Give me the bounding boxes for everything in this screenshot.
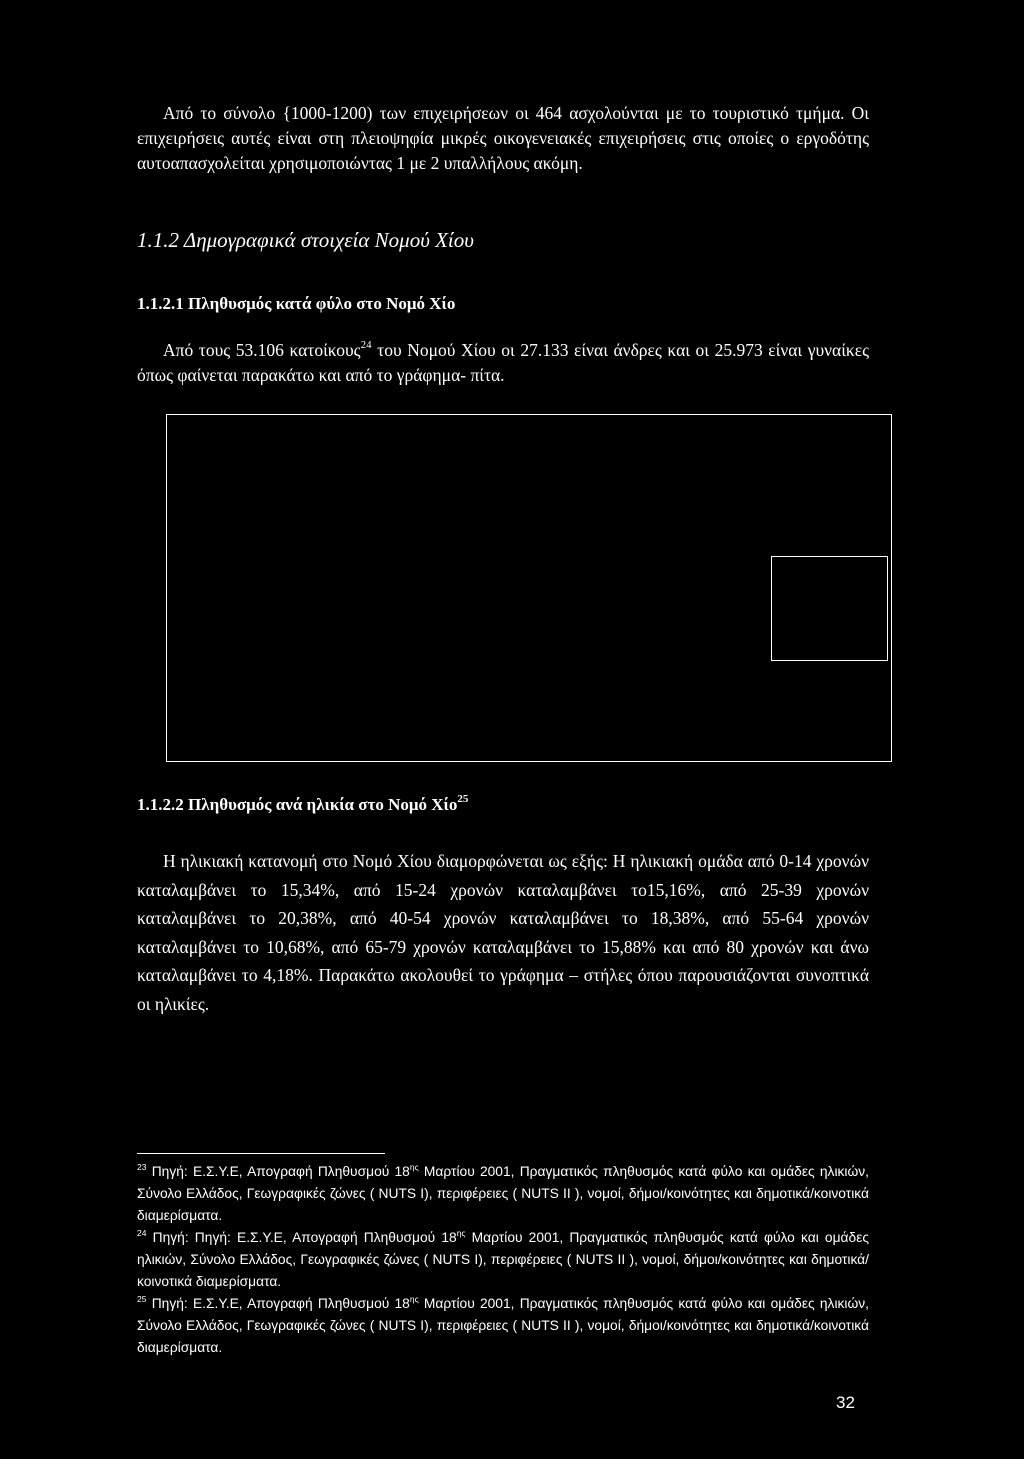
footnote-separator — [137, 1153, 385, 1154]
footnote-number: 24 — [137, 1228, 147, 1238]
section-heading: 1.1.2 Δημογραφικά στοιχεία Νομού Χίου — [137, 228, 474, 252]
footnote-ref-24: 24 — [360, 339, 372, 351]
subsection-heading-gender: 1.1.2.1 Πληθυσμός κατά φύλο στο Νομό Χίο — [137, 294, 456, 313]
footnote-25 — [137, 1293, 869, 1359]
footnote-text: Πηγή: Ε.Σ.Υ.Ε, Απογραφή Πληθυσμού 18 — [151, 1164, 410, 1179]
footnote-text-rest: Μαρτίου 2001, Πραγματικός πληθυσμός κατά φύλο και ομάδες ηλικιών, Σύνολο Ελλάδος, Γεωγραφικές ζώνες ( NUTS I), περιφέρειες ( NUTS II ), νομοί, δήμοι/κοινότητες και δημοτικά/κοινοτικά διαμερίσματα. — [137, 1164, 869, 1223]
footnotes — [137, 1161, 869, 1359]
footnote-text-rest: Μαρτίου 2001, Πραγματικός πληθυσμός κατά φύλο και ομάδες ηλικιών, Σύνολο Ελλάδος, Γεωγραφικές ζώνες ( NUTS I), περιφέρειες ( NUTS II ), νομοί, δήμοι/κοινότητες και δημοτικά/κοινοτικά διαμερίσματα. — [137, 1230, 869, 1289]
age-heading-text: 1.1.2.2 Πληθυσμός ανά ηλικία στο Νομό Χίο — [137, 795, 458, 814]
page-number: 32 — [836, 1393, 855, 1412]
paragraph-gender — [137, 338, 869, 388]
footnote-superscript: ης — [409, 1294, 419, 1304]
footnote-superscript: ης — [409, 1162, 419, 1172]
footnote-24 — [137, 1227, 869, 1293]
paragraph-enterprises: Από το σύνολο {1000-1200) των επιχειρήσεων οι 464 ασχολούνται με το τουριστικό τμήμα. Οι επιχειρήσεις αυτές είναι στη πλειοψηφία μικρές οικογενειακές επιχειρήσεις στις οποίες ο εργοδότης αυτοαπασχολείται χρησιμοποιώντας 1 με 2 υπαλλήλους ακόμη. — [137, 103, 869, 173]
chart-legend-box — [771, 556, 888, 661]
footnote-superscript: ης — [456, 1228, 466, 1238]
footnote-text: Πηγή: Πηγή: Ε.Σ.Υ.Ε, Απογραφή Πληθυσμού 18 — [152, 1230, 457, 1245]
footnote-text: Πηγή: Ε.Σ.Υ.Ε, Απογραφή Πληθυσμού 18 — [151, 1296, 410, 1311]
paragraph-age: Η ηλικιακή κατανομή στο Νομό Χίου διαμορφώνεται ως εξής: Η ηλικιακή ομάδα από 0-14 χρονών καταλαμβάνει το 15,34%, από 15-24 χρονών καταλαμβάνει το15,16%, από 25-39 χρονών καταλαμβάνει το 20,38%, από 40-54 χρονών καταλαμβάνει το 18,38%, από 55-64 χρονών καταλαμβάνει το 10,68%, από 65-79 χρονών καταλαμβάνει το 15,88% και από 80 χρονών και άνω καταλαμβάνει το 4,18%. Παρακάτω ακολουθεί το γράφημα – στήλες όπου παρουσιάζονται συνοπτικά οι ηλικίες. — [137, 851, 869, 1014]
subsection-heading-age — [137, 795, 468, 815]
footnote-23 — [137, 1161, 869, 1227]
gender-text-start: Από τους 53.106 κατοίκους — [163, 340, 361, 360]
gender-text-end: του Νομού Χίου οι 27.133 είναι άνδρες και οι 25.973 είναι γυναίκες όπως φαίνεται παρακάτω και από το γράφημα- πίτα. — [137, 340, 869, 385]
footnote-number: 23 — [137, 1162, 147, 1172]
footnote-ref-25: 25 — [457, 793, 469, 805]
pie-chart-placeholder — [166, 414, 892, 762]
footnote-text-rest: Μαρτίου 2001, Πραγματικός πληθυσμός κατά φύλο και ομάδες ηλικιών, Σύνολο Ελλάδος, Γεωγραφικές ζώνες ( NUTS I), περιφέρειες ( NUTS II ), νομοί, δήμοι/κοινότητες και δημοτικά/κοινοτικά διαμερίσματα. — [137, 1296, 869, 1355]
footnote-number: 25 — [137, 1294, 147, 1304]
